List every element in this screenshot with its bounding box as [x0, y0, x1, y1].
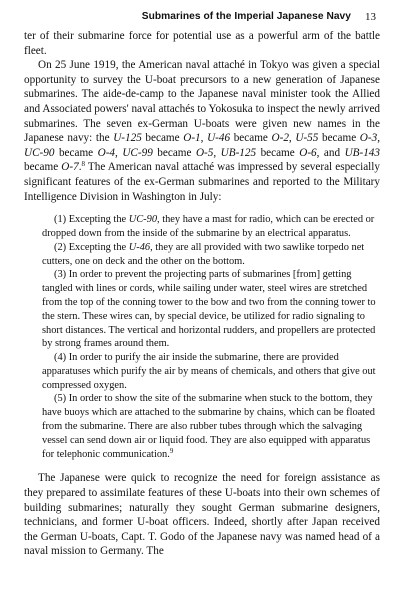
sub-new-name: O-2	[271, 132, 289, 145]
sub-old-name: UC-99	[122, 146, 153, 159]
closing-paragraph: The Japanese were quick to recognize the need for foreign assistance as they prepared to assimilate features of these U-boats into their own schemes of building submarines; naturally they sought German submarine designers, technicians, and former U-boat officers. Indeed, shortly after Japan received the German U-boats, Capt. T. Godo of the Japanese navy was named head of a naval mission to Germany. The	[24, 472, 380, 558]
attache-paragraph: On 25 June 1919, the American naval attaché in Tokyo was given a special opportunity to survey the U-boat precursors to a new generation of Japanese submarines. The aide-de-camp to the Japanese naval minister took the Allied and Associated powers' naval attachés to Yokosuka to inspect the newly arrived submarines. The seven ex-German U-boats were given new names in the Japanese navy: the U-125 became O-1, U-46 became O-2, U-55 became O-3, UC-90 became O-4, UC-99 became O-5, UB-125 became O-6, and UB-143 became O-7.$^8$ The American naval attaché was impressed by several especially significant features of the ex-German submarines and reported to the Military Intelligence Division in Washington in July:	[24, 59, 380, 203]
sub-old-name: U-46	[207, 132, 231, 145]
footnote-ref: 9	[169, 446, 174, 455]
quote-item: (1) Excepting the UC-90, they have a mast for radio, which can be erected or dropped down from the inside of the submarine by an electrical apparatus.	[42, 214, 375, 239]
page-body	[24, 29, 380, 559]
paragraph-text: On 25 June 1919, the American naval attaché in Tokyo was given a special opportunity to survey the U-boat precursors to a new generation of Japanese submarines. The aide-de-camp to the Japanese naval minister took the Allied and Associated powers' naval attachés to Yokosuka to inspect the newly arrived submarines. The seven ex-German U-boats were given new names in the Japanese navy: the	[24, 59, 380, 145]
sub-new-name: O-6	[299, 146, 317, 159]
sub-old-name: UB-125	[220, 146, 257, 159]
quote-item: (4) In order to purify the air inside the submarine, there are provided apparatuses which purify the air by means of chemicals, and others that give out compressed oxygen.	[42, 352, 376, 391]
continued-paragraph: ter of their submarine force for potential use as a powerful arm of the battle fleet.	[24, 30, 380, 57]
sub-new-name: O-7	[61, 161, 79, 174]
quote-item: (5) In order to show the site of the submarine when stuck to the bottom, they have buoys which are attached to the submarine by chains, which can be floated from the submarine. There are also rubber tubes through which the salvaging vessel can send down air or liquid food. They are also equipped with apparatus for telephonic communication.$^9$	[42, 393, 375, 460]
quote-item: (2) Excepting the U-46, they are all provided with two sawlike torpedo net cutters, one on deck and the other on the bottom.	[42, 241, 365, 267]
paragraph-text: The American naval attaché was impressed by several especially significant features of the ex-German submarines and reported to the Military Intelligence Division in Washington in July:	[24, 161, 380, 203]
sub-old-name: U-125	[113, 132, 142, 145]
sub-old-name: UB-143	[344, 146, 380, 159]
quote-item: (3) In order to prevent the projecting parts of submarines [from] getting tangled with lines or cords, while sailing under water, steel wires are stretched from the top of the conning tower to the bow and two from the conning tower to the stern. These wires can, by special device, be utilized for radio signaling to short distances. The vertical and horizontal rudders, and propellers are protected by strong frames around them.	[42, 269, 376, 350]
sub-new-name: O-3	[359, 132, 378, 145]
running-head: Submarines of the Imperial Japanese Navy	[141, 11, 351, 22]
footnote-ref: 8	[81, 160, 85, 169]
sub-new-name: O-4	[97, 146, 116, 159]
sub-old-name: U-55	[295, 132, 319, 145]
sub-old-name: UC-90	[24, 146, 55, 159]
sub-new-name: O-1	[183, 132, 201, 145]
block-quote	[42, 213, 380, 461]
sub-new-name: O-5	[195, 146, 214, 159]
page-header	[0, 11, 400, 27]
page-number: 13	[365, 11, 376, 23]
